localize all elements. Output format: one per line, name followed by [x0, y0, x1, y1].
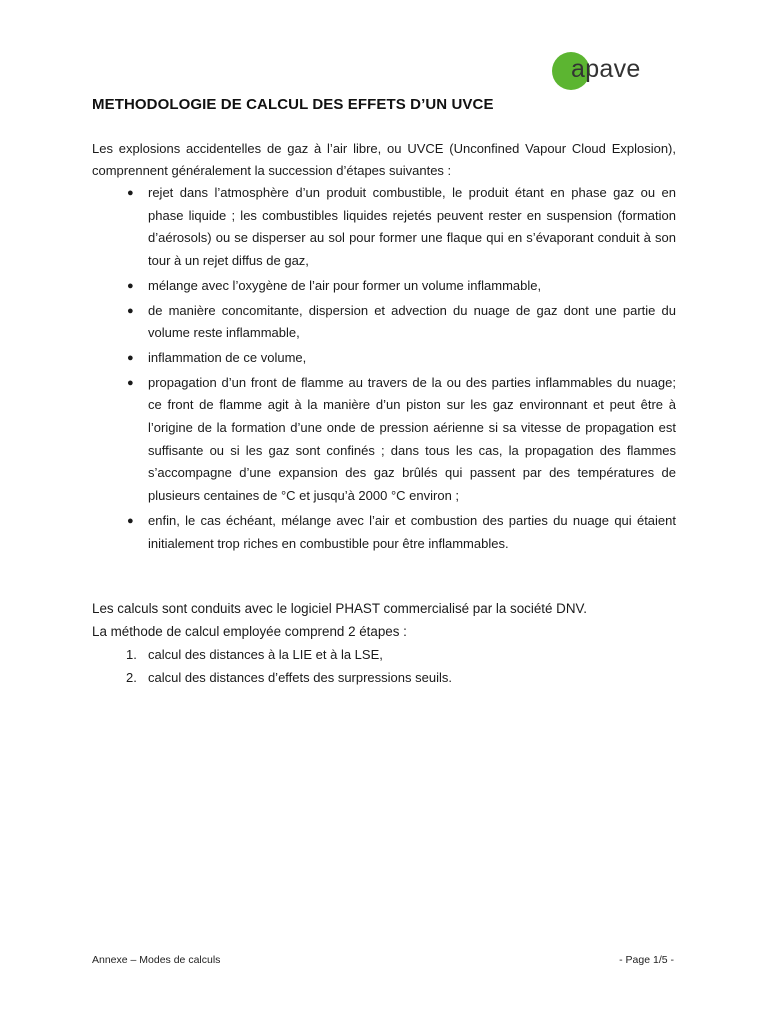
step-text: calcul des distances d’effets des surpressions seuils. [148, 669, 452, 685]
footer-page-number: - Page 1/5 - [619, 954, 674, 966]
bullet-icon: ● [127, 279, 134, 292]
step-text: calcul des distances à la LIE et à la LSE, [148, 647, 383, 662]
bullet-icon: ● [127, 376, 134, 389]
intro-paragraph: Les explosions accidentelles de gaz à l’air libre, ou UVCE (Unconfined Vapour Cloud Explosion), comprennent généralement la succession d’étapes suivantes : [92, 141, 676, 178]
list-item [92, 644, 676, 667]
list-item-text: inflammation de ce volume, [148, 349, 307, 365]
logo-text: apave [571, 55, 641, 83]
bullet-icon: ● [127, 304, 134, 317]
list-item [92, 372, 676, 508]
list-item [92, 347, 676, 370]
list-item-text: enfin, le cas échéant, mélange avec l’air et combustion des parties du nuage qui étaient initialement trop riches en combustible pour être inflammables. [148, 512, 676, 551]
list-item [92, 182, 676, 273]
footer-section-title: Annexe – Modes de calculs [92, 954, 221, 966]
steps-bullet-list [92, 182, 676, 557]
step-number: 1. [126, 647, 137, 662]
page-title: METHODOLOGIE DE CALCUL DES EFFETS D’UN UVCE [92, 96, 494, 113]
method-sentence: La méthode de calcul employée comprend 2 étapes : [92, 624, 407, 639]
list-item-text: propagation d’un front de flamme au travers de la ou des parties inflammables du nuage; ce front de flamme agit à la manière d’un piston sur les gaz environnant et peut être à l’origine de la formation d’une onde de pression aérienne si sa vitesse de propagation est suffisante ou si les gaz sont confinés ; dans tous les cas, la propagation des flammes s’accompagne d’une expansion des gaz brûlés qui passent par des températures de plusieurs centaines de °C et jusqu’à 2000 °C environ ; [148, 374, 676, 504]
list-item-text: rejet dans l’atmosphère d’un produit combustible, le produit étant en phase gaz ou en phase liquide ; les combustibles liquides rejetés peuvent rester en suspension (formation d’aérosols) ou se disperser au sol pour former une flaque qui en s’évaporant conduit à son tour à un rejet diffus de gaz, [148, 185, 676, 269]
list-item [92, 300, 676, 345]
list-item [92, 510, 676, 555]
method-steps-list [92, 644, 676, 689]
bullet-icon: ● [127, 187, 134, 199]
calc-sentence: Les calculs sont conduits avec le logiciel PHAST commercialisé par la société DNV. [92, 601, 587, 616]
list-item [92, 275, 676, 298]
step-number: 2. [126, 669, 137, 685]
apave-logo [552, 52, 662, 92]
list-item [92, 667, 676, 690]
list-item-text: mélange avec l’oxygène de l’air pour former un volume inflammable, [148, 277, 542, 293]
bullet-icon: ● [127, 514, 134, 527]
list-item-text: de manière concomitante, dispersion et advection du nuage de gaz dont une partie du volume reste inflammable, [148, 302, 676, 341]
bullet-icon: ● [127, 351, 134, 364]
